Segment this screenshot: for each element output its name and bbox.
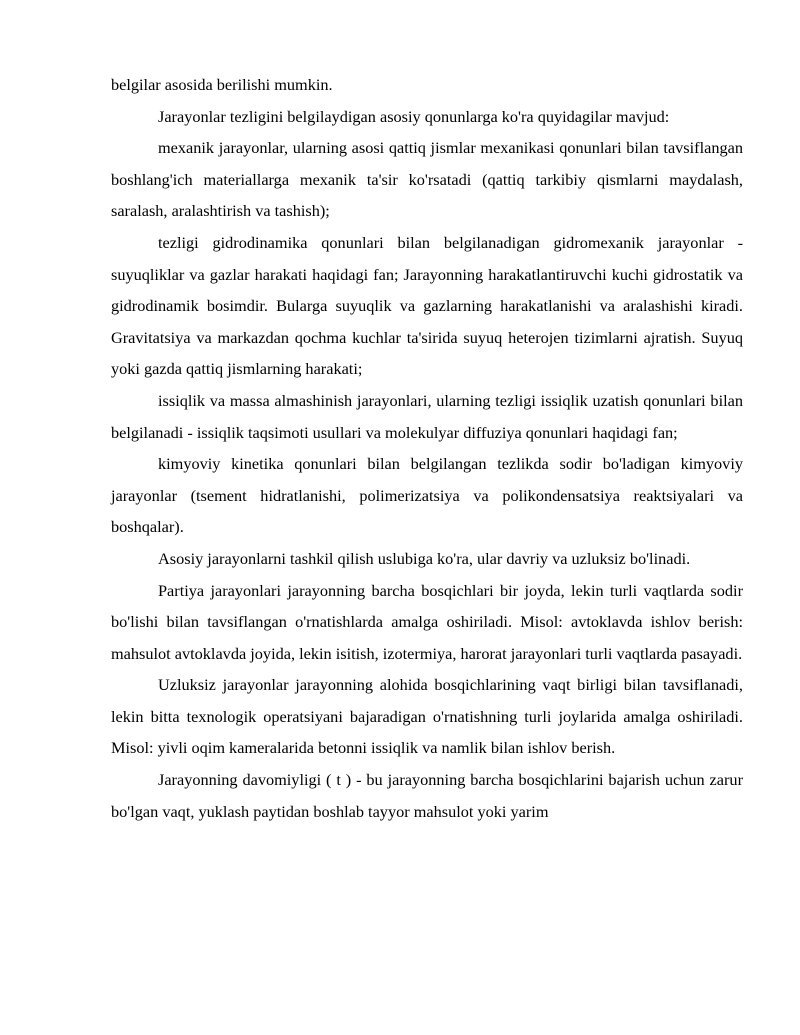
paragraph-heat-mass-exchange: issiqlik va massa almashinish jarayonlari, ularning tezligi issiqlik uzatish qonunlari bilan belgilanadi - issiqlik taqsimoti usullari va molekulyar diffuziya qonunlari haqidagi fan; <box>111 390 743 442</box>
paragraph-mechanical-processes: mexanik jarayonlar, ularning asosi qattiq jismlar mexanikasi qonunlari bilan tavsiflangan boshlang'ich materiallarga mexanik ta'sir ko'rsatadi (qattiq tarkibiy qismlarni maydalash, saralash, aralashtirish va tashish); <box>111 138 743 221</box>
paragraph-chemical-processes: kimyoviy kinetika qonunlari bilan belgilangan tezlikda sodir bo'ladigan kimyoviy jarayonlar (tsement hidratlanishi, polimerizatsiya va polikondensatsiya reaktsiyalari va boshqalar). <box>111 454 743 537</box>
paragraph-continuous-processes: Uzluksiz jarayonlar jarayonning alohida bosqichlarining vaqt birligi bilan tavsiflanadi, lekin bitta texnologik operatsiyani bajaradigan o'rnatishning turli joylarida amalga oshiriladi. Misol: yivli oqim kameralarida betonni issiqlik va namlik bilan ishlov berish. <box>111 675 743 758</box>
paragraph-hydromechanical-processes: tezligi gidrodinamika qonunlari bilan belgilanadigan gidromexanik jarayonlar - suyuqliklar va gazlar harakati haqidagi fan; Jarayonning harakatlantiruvchi kuchi gidrostatik va gidrodinamik bosimdir. Bularga suyuqlik va gazlarning harakatlanishi va aralashishi kiradi. Gravitatsiya va markazdan qochma kuchlar ta'sirida suyuq heterojen tizimlarni ajratish. Suyuq yoki gazda qattiq jismlarning harakati; <box>111 232 743 379</box>
document-page <box>111 69 743 827</box>
paragraph-continuation: belgilar asosida berilishi mumkin. <box>111 75 333 94</box>
paragraph-process-organization: Asosiy jarayonlarni tashkil qilish uslubiga ko'ra, ular davriy va uzluksiz bo'linadi. <box>158 548 691 568</box>
paragraph-process-duration: Jarayonning davomiyligi ( t ) - bu jarayonning barcha bosqichlarini bajarish uchun zarur bo'lgan vaqt, yuklash paytidan boshlab tayyor mahsulot yoki yarim <box>111 770 743 821</box>
paragraph-intro-laws: Jarayonlar tezligini belgilaydigan asosiy qonunlarga ko'ra quyidagilar mavjud: <box>158 106 670 126</box>
paragraph-batch-processes: Partiya jarayonlari jarayonning barcha bosqichlari bir joyda, lekin turli vaqtlarda sodir bo'lishi bilan tavsiflangan o'rnatishlarda amalga oshiriladi. Misol: avtoklavda ishlov berish: mahsulot avtoklavda joyida, lekin isitish, izotermiya, harorat jarayonlari turli vaqtlarda pasayadi. <box>111 580 743 663</box>
